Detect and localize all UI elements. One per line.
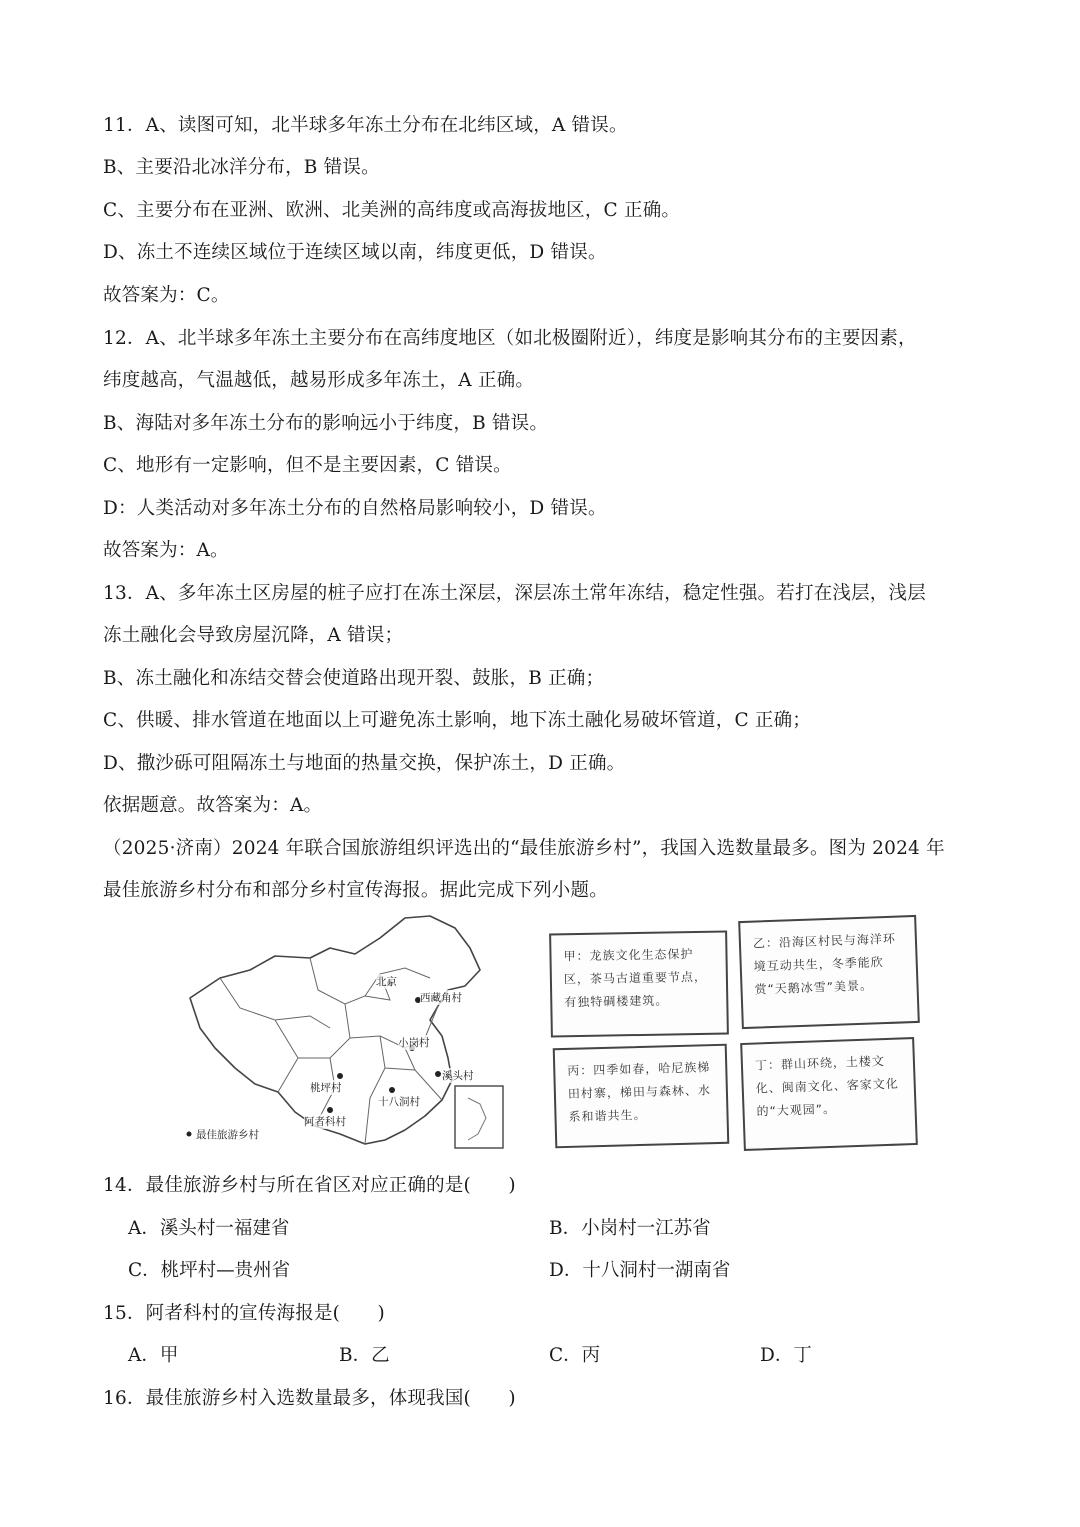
text-line: 故答案为：C。 [103, 285, 230, 306]
text-line: 纬度越高，气温越低，越易形成多年冻土，A 正确。 [103, 370, 535, 391]
map-label-shibadong: 十八洞村 [378, 1096, 420, 1108]
map-label-xiaogang: 小岗村 [398, 1037, 430, 1049]
china-map [180, 908, 510, 1156]
option: C．桃坪村—贵州省 [128, 1260, 291, 1281]
option: D．丁 [760, 1345, 812, 1366]
question-stem: 16．最佳旅游乡村入选数量最多，体现我国( ) [103, 1388, 516, 1409]
text-line: 冻土融化会导致房屋沉降，A 错误； [103, 625, 404, 646]
map-label-village: 西藏角村 [420, 992, 462, 1004]
text-line: 13．A、多年冻土区房屋的桩子应打在冻土深层，深层冻土常年冻结，稳定性强。若打在浅层，浅层 [103, 583, 926, 604]
text-line: C、主要分布在亚洲、欧洲、北美洲的高纬度或高海拔地区，C 正确。 [103, 200, 681, 221]
poster-bing: 丙：四季如春，哈尼族梯田村寨，梯田与森林、水系和谐共生。 [553, 1044, 730, 1149]
text-line: D、冻土不连续区域位于连续区域以南，纬度更低，D 错误。 [103, 242, 607, 263]
text-line: 12．A、北半球多年冻土主要分布在高纬度地区（如北极圈附近），纬度是影响其分布的主要因素， [103, 328, 917, 349]
question-stem: 15．阿者科村的宣传海报是( ) [103, 1303, 385, 1324]
figure [180, 908, 925, 1156]
text-line: 依据题意。故答案为：A。 [103, 795, 323, 816]
text-line: D：人类活动对多年冻土分布的自然格局影响较小，D 错误。 [103, 498, 607, 519]
option: B．乙 [339, 1345, 390, 1366]
option: D．十八洞村一湖南省 [549, 1260, 731, 1281]
question-stem: 14．最佳旅游乡村与所在省区对应正确的是( ) [103, 1175, 516, 1196]
text-line: 故答案为：A。 [103, 540, 229, 561]
text-line: B、海陆对多年冻土分布的影响远小于纬度，B 错误。 [103, 413, 549, 434]
option: A．溪头村一福建省 [128, 1218, 290, 1239]
map-label-xitou: 溪头村 [442, 1070, 474, 1082]
posters [550, 918, 925, 1148]
map-label-azheke: 阿者科村 [304, 1116, 346, 1128]
poster-ding: 丁：群山环绕，土楼文化、闽南文化、客家文化的“大观园”。 [740, 1037, 918, 1151]
option: B．小岗村一江苏省 [549, 1218, 711, 1239]
text-line: B、冻土融化和冻结交替会使道路出现开裂、鼓胀，B 正确； [103, 668, 605, 689]
poster-jia: 甲：龙族文化生态保护区，茶马古道重要节点，有独特碉楼建筑。 [549, 930, 729, 1037]
map-label-taoping: 桃坪村 [310, 1082, 342, 1094]
text-line: （2025·济南）2024 年联合国旅游组织评选出的“最佳旅游乡村”，我国入选数量最多。图为 2024 年 [103, 838, 945, 859]
text-line: C、地形有一定影响，但不是主要因素，C 错误。 [103, 455, 512, 476]
map-legend: 最佳旅游乡村 [196, 1129, 259, 1141]
text-line: D、撒沙砾可阻隔冻土与地面的热量交换，保护冻土，D 正确。 [103, 753, 626, 774]
text-line: B、主要沿北冰洋分布，B 错误。 [103, 157, 380, 178]
text-line: C、供暖、排水管道在地面以上可避免冻土影响，地下冻土融化易破坏管道，C 正确； [103, 710, 811, 731]
poster-yi: 乙：沿海区村民与海洋环境互动共生，冬季能欣赏“天鹅冰雪”美景。 [738, 915, 920, 1029]
option: C．丙 [549, 1345, 601, 1366]
option: A．甲 [128, 1345, 179, 1366]
map-label-beijing: 北京 [376, 976, 397, 988]
text-line: 最佳旅游乡村分布和部分乡村宣传海报。据此完成下列小题。 [103, 880, 608, 901]
text-line: 11．A、读图可知，北半球多年冻土分布在北纬区域，A 错误。 [103, 115, 628, 136]
